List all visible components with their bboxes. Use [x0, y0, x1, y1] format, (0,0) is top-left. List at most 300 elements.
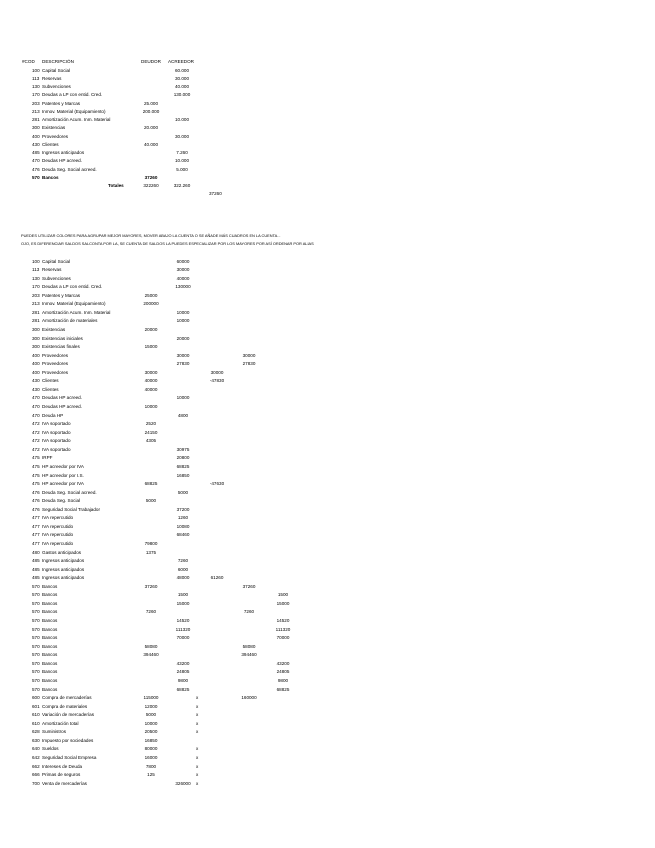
- cell-acr: 60000: [176, 258, 190, 264]
- cell-deb: 12000: [144, 703, 158, 709]
- cell-code: 475: [32, 481, 40, 487]
- cell-code: 213: [32, 108, 40, 114]
- cell-desc: Existencias: [42, 125, 66, 131]
- cell-e2: 37260: [242, 583, 256, 589]
- table-row: [0, 720, 655, 729]
- cell-acr: 10000: [176, 309, 190, 315]
- table-row: [0, 275, 655, 284]
- cell-code: 300: [32, 335, 40, 341]
- cell-code: 470: [32, 404, 40, 410]
- cell-code: 470: [32, 395, 40, 401]
- cell-code: 170: [32, 284, 40, 290]
- cell-desc: Bancos: [42, 635, 58, 641]
- cell-acr: 5.000: [176, 166, 188, 172]
- table-row: [0, 677, 655, 686]
- cell-code: 476: [32, 498, 40, 504]
- cell-desc: Proveedores: [42, 369, 69, 375]
- table-row: [0, 780, 655, 789]
- cell-acr: 60.000: [174, 67, 190, 73]
- table-row: [0, 335, 655, 344]
- table-row: [0, 394, 655, 403]
- table-row: [0, 412, 655, 421]
- cell-x: x: [196, 720, 199, 726]
- cell-code: 300: [32, 344, 40, 350]
- table-row: [0, 634, 655, 643]
- cell-deb: 115000: [143, 695, 159, 701]
- cell-code: 400: [32, 352, 40, 358]
- table-row: [0, 446, 655, 455]
- cell-desc: Bancos: [42, 626, 58, 632]
- cell-desc: Gastos anticipados: [42, 549, 82, 555]
- cell-desc: Bancos: [42, 592, 58, 598]
- cell-code: 300: [32, 125, 40, 131]
- cell-desc: Capital Social: [42, 67, 71, 73]
- table-row: [0, 728, 655, 737]
- cell-code: 203: [32, 100, 40, 106]
- table-row: [0, 651, 655, 660]
- table-row: [0, 454, 655, 463]
- cell-code: 610: [32, 720, 40, 726]
- cell-acr: 16850: [176, 472, 190, 478]
- table-row: [0, 617, 655, 626]
- header-code: #COD: [22, 59, 35, 64]
- cell-code: 300: [32, 326, 40, 332]
- cell-e2: 160000: [241, 695, 257, 701]
- cell-acr: 9800: [177, 677, 189, 683]
- cell-e3: 70000: [276, 635, 290, 641]
- cell-acr: 10.000: [174, 158, 190, 164]
- cell-acr: 1260: [177, 515, 189, 521]
- cell-code: 570: [32, 652, 40, 658]
- cell-desc: HP acreedor por IVA: [42, 463, 84, 469]
- cell-desc: IVA soportado: [42, 446, 71, 452]
- cell-desc: Capital Social: [42, 258, 71, 264]
- totals-label: Totales: [108, 183, 124, 188]
- table-row: [0, 557, 655, 566]
- table-row: [0, 292, 655, 301]
- cell-deb: 25000: [144, 292, 158, 298]
- cell-desc: Deudas a LP con entid. Cred.: [42, 92, 103, 98]
- cell-desc: IVA repercutido: [42, 532, 74, 538]
- cell-acr: 10000: [176, 395, 190, 401]
- table-row: [0, 497, 655, 506]
- cell-code: 100: [32, 258, 40, 264]
- cell-x: x: [196, 695, 199, 701]
- cell-acr: 1500: [177, 592, 189, 598]
- cell-acr: 20800: [176, 455, 190, 461]
- cell-acr: 20000: [176, 335, 190, 341]
- table-row: [0, 326, 655, 335]
- cell-desc: HP acreedor por I.S.: [42, 472, 84, 478]
- cell-deb: 58080: [144, 643, 158, 649]
- cell-desc: Amortización Acum. Inm. Material: [42, 309, 111, 315]
- table-row: [0, 75, 655, 83]
- cell-desc: Proveedores: [42, 361, 69, 367]
- table-row: [0, 703, 655, 712]
- cell-deb: 125: [147, 772, 155, 778]
- cell-desc: Ingresos anticipados: [42, 566, 85, 572]
- cell-desc: Proveedores: [42, 352, 69, 358]
- table-row: [0, 91, 655, 99]
- cell-acr: 40000: [176, 275, 190, 281]
- cell-code: 475: [32, 472, 40, 478]
- cell-code: 570: [32, 660, 40, 666]
- cell-code: 430: [32, 378, 40, 384]
- cell-desc: Deudas HP acreed.: [42, 158, 83, 164]
- table-row: [0, 745, 655, 754]
- cell-desc: IVA repercutido: [42, 523, 74, 529]
- cell-deb: 24150: [144, 429, 158, 435]
- cell-deb: 4305: [145, 438, 157, 444]
- cell-deb: 80000: [144, 746, 158, 752]
- cell-acr: 326000: [175, 780, 191, 786]
- cell-desc: Deudas a LP con entid. Cred.: [42, 284, 103, 290]
- cell-desc: Amortización Acum. Inm. Material: [42, 117, 111, 122]
- cell-desc: IVA repercutido: [42, 515, 74, 521]
- cell-code: 472: [32, 429, 40, 435]
- cell-code: 642: [32, 754, 40, 760]
- cell-desc: Existencias iniciales: [42, 335, 83, 341]
- cell-acr: 43200: [176, 660, 190, 666]
- cell-code: 430: [32, 141, 40, 147]
- cell-desc: Patentes y Marcas: [42, 100, 81, 106]
- cell-code: 570: [32, 583, 40, 589]
- cell-code: 570: [32, 592, 40, 598]
- cell-acr: 48000: [176, 575, 190, 581]
- table-row: [0, 141, 655, 149]
- table-row: [0, 711, 655, 720]
- table-row: [0, 258, 655, 267]
- table-row: [0, 763, 655, 772]
- cell-code: 430: [32, 386, 40, 392]
- cell-code: 476: [32, 489, 40, 495]
- cell-e1: -47830: [209, 378, 225, 384]
- cell-code: 570: [32, 677, 40, 683]
- table-row: [0, 309, 655, 318]
- cell-code: 666: [32, 772, 40, 778]
- cell-desc: Bancos: [42, 643, 58, 649]
- cell-code: 476: [32, 506, 40, 512]
- table-row: [0, 369, 655, 378]
- cell-acr: 68825: [176, 463, 190, 469]
- table-row: [0, 668, 655, 677]
- cell-deb: 40.000: [143, 141, 159, 147]
- cell-acr: 7.260: [176, 150, 188, 155]
- cell-deb: 37260: [144, 174, 158, 180]
- cell-deb: 200000: [143, 301, 159, 307]
- cell-acr: 68460: [176, 532, 190, 538]
- cell-e3: 14520: [276, 618, 290, 624]
- table-row: [0, 626, 655, 635]
- cell-acr: 37200: [176, 506, 190, 512]
- cell-acr: 24805: [176, 669, 190, 675]
- cell-deb: 40000: [144, 378, 158, 384]
- table-row: [0, 266, 655, 275]
- cell-x: x: [196, 780, 199, 786]
- cell-desc: IVA repercutido: [42, 540, 74, 546]
- cell-acr: 30.000: [174, 133, 190, 139]
- table-row: [0, 754, 655, 763]
- cell-code: 113: [32, 267, 40, 273]
- table-row: [0, 429, 655, 438]
- table-row: [0, 403, 655, 412]
- cell-desc: Seguridad Social Empresa: [42, 754, 97, 760]
- cell-e3: 1500: [277, 592, 289, 598]
- table-row: [0, 643, 655, 652]
- cell-code: 470: [32, 158, 40, 164]
- cell-desc: Clientes: [42, 141, 59, 147]
- cell-deb: 16000: [144, 754, 158, 760]
- cell-code: 610: [32, 712, 40, 718]
- cell-desc: Deuda Seg. Social acreed.: [42, 489, 97, 495]
- cell-code: 600: [32, 695, 40, 701]
- table-row: [0, 591, 655, 600]
- cell-desc: Impuesto por sociedades: [42, 737, 94, 743]
- cell-acr: 40.000: [174, 84, 190, 89]
- table-row: [0, 608, 655, 617]
- table-row: [0, 174, 655, 182]
- table-row: [0, 737, 655, 746]
- cell-code: 570: [32, 643, 40, 649]
- cell-acr: 30.000: [174, 75, 190, 81]
- header-deudor: DEUDOR: [141, 59, 161, 64]
- table-row: [0, 283, 655, 292]
- cell-code: 570: [32, 174, 40, 180]
- table-row: [0, 660, 655, 669]
- cell-deb: 16850: [144, 737, 158, 743]
- cell-deb: 10000: [144, 404, 158, 410]
- cell-desc: Bancos: [42, 583, 58, 589]
- table-row: [0, 108, 655, 116]
- cell-desc: Inmov. Material (Equipamiento): [42, 108, 106, 114]
- table-row: [0, 574, 655, 583]
- cell-x: x: [196, 754, 199, 760]
- cell-code: 477: [32, 515, 40, 521]
- cell-code: 630: [32, 737, 40, 743]
- cell-desc: Bancos: [42, 600, 58, 606]
- cell-e2: 394460: [241, 652, 257, 658]
- cell-desc: IVA soportado: [42, 438, 71, 444]
- cell-desc: Deuda HP: [42, 412, 64, 418]
- cell-desc: Existencias finales: [42, 344, 80, 350]
- cell-code: 476: [32, 166, 40, 172]
- cell-e2: 7260: [243, 609, 255, 615]
- cell-acr: 4800: [177, 412, 189, 418]
- cell-code: 113: [32, 75, 40, 81]
- table-row: [0, 771, 655, 780]
- cell-code: 213: [32, 301, 40, 307]
- table-row: [0, 549, 655, 558]
- cell-code: 170: [32, 92, 40, 98]
- cell-code: 700: [32, 780, 40, 786]
- cell-desc: Compra de mercaderías: [42, 695, 92, 701]
- table-row: [0, 157, 655, 165]
- cell-desc: IVA soportado: [42, 429, 71, 435]
- cell-acr: 68825: [176, 686, 190, 692]
- cell-e3: 15000: [276, 600, 290, 606]
- cell-desc: IRPF: [42, 455, 53, 461]
- table-row: [0, 540, 655, 549]
- cell-desc: HP acreedor por IVA: [42, 481, 84, 487]
- cell-desc: Inmov. Material (Equipamiento): [42, 301, 106, 307]
- cell-desc: Ingresos anticipados: [42, 150, 85, 155]
- cell-acr: 30000: [176, 267, 190, 273]
- cell-deb: 5000: [145, 712, 157, 718]
- cell-desc: Intereses de Deuda: [42, 763, 83, 769]
- cell-x: x: [196, 772, 199, 778]
- cell-acr: 130.000: [173, 92, 191, 98]
- cell-code: 628: [32, 729, 40, 735]
- cell-desc: Bancos: [42, 677, 58, 683]
- cell-desc: Bancos: [42, 669, 58, 675]
- cell-desc: Suministros: [42, 729, 66, 735]
- table-row: [0, 686, 655, 695]
- cell-desc: Bancos: [42, 618, 58, 624]
- cell-acr: 111320: [175, 626, 191, 632]
- cell-deb: 20000: [144, 326, 158, 332]
- table-row: [0, 472, 655, 481]
- cell-desc: Seguridad Social Trabajador: [42, 506, 100, 512]
- cell-e2: 30000: [242, 352, 256, 358]
- table-row: [0, 514, 655, 523]
- cell-deb: 1375: [145, 549, 157, 555]
- cell-desc: Amortización de materiales: [42, 318, 98, 324]
- cell-x: x: [196, 712, 199, 718]
- cell-code: 130: [32, 275, 40, 281]
- table-row: [0, 386, 655, 395]
- cell-x: x: [196, 763, 199, 769]
- cell-acr: 27830: [176, 361, 190, 367]
- cell-code: 281: [32, 309, 40, 315]
- cell-code: 475: [32, 463, 40, 469]
- table-row: [0, 480, 655, 489]
- table-row: [0, 489, 655, 498]
- cell-desc: Deuda Seg. Social: [42, 498, 81, 504]
- cell-acr: 30000: [176, 352, 190, 358]
- cell-deb: 20.000: [143, 125, 159, 131]
- table-row: [0, 600, 655, 609]
- cell-code: 640: [32, 746, 40, 752]
- cell-desc: Venta de mercaderías: [42, 780, 87, 786]
- cell-deb: 5000: [145, 498, 157, 504]
- cell-desc: Bancos: [42, 609, 58, 615]
- table-row: [0, 343, 655, 352]
- cell-acr: 15000: [176, 600, 190, 606]
- table-row: [0, 694, 655, 703]
- cell-e3: 24805: [276, 669, 290, 675]
- cell-code: 475: [32, 455, 40, 461]
- cell-deb: 7800: [145, 763, 157, 769]
- cell-desc: Subvenciones: [42, 84, 71, 89]
- cell-desc: Bancos: [42, 174, 59, 180]
- cell-desc: Existencias: [42, 326, 66, 332]
- cell-desc: Bancos: [42, 660, 58, 666]
- cell-e1: 30000: [210, 369, 224, 375]
- cell-code: 601: [32, 703, 40, 709]
- cell-code: 485: [32, 150, 40, 155]
- cell-code: 570: [32, 609, 40, 615]
- cell-desc: Ingresos anticipados: [42, 575, 85, 581]
- cell-x: x: [196, 746, 199, 752]
- table-row: [0, 300, 655, 309]
- cell-deb: 40000: [144, 386, 158, 392]
- total-deudor: 322260: [143, 183, 159, 188]
- cell-desc: Deudas HP acreed.: [42, 404, 83, 410]
- cell-e2: 58080: [242, 643, 256, 649]
- cell-deb: 394460: [143, 652, 159, 658]
- cell-e2: 27830: [242, 361, 256, 367]
- table-row: [0, 352, 655, 361]
- table-row: [0, 531, 655, 540]
- cell-code: 472: [32, 438, 40, 444]
- cell-deb: 37260: [144, 583, 158, 589]
- cell-e3: 43200: [276, 660, 290, 666]
- cell-deb: 7260: [145, 609, 157, 615]
- cell-acr: 14520: [176, 618, 190, 624]
- cell-deb: 20500: [144, 729, 158, 735]
- cell-desc: Patentes y Marcas: [42, 292, 81, 298]
- cell-e1: -47630: [209, 481, 225, 487]
- table-row: [0, 67, 655, 75]
- cell-code: 480: [32, 549, 40, 555]
- cell-code: 100: [32, 67, 40, 73]
- cell-desc: IVA soportado: [42, 421, 71, 427]
- cell-desc: Bancos: [42, 686, 58, 692]
- cell-acr: 30975: [176, 446, 190, 452]
- table-row: [0, 420, 655, 429]
- cell-acr: 10.000: [174, 117, 190, 122]
- cell-code: 281: [32, 318, 40, 324]
- cell-acr: 70000: [176, 635, 190, 641]
- table-row: [0, 100, 655, 108]
- cell-acr: 130000: [175, 284, 191, 290]
- cell-desc: Subvenciones: [42, 275, 71, 281]
- cell-acr: 7260: [177, 558, 189, 564]
- cell-desc: Amortización total: [42, 720, 79, 726]
- cell-desc: Clientes: [42, 386, 59, 392]
- cell-e3: 68825: [276, 686, 290, 692]
- table-row: [0, 149, 655, 157]
- table-row: [0, 377, 655, 386]
- cell-code: 400: [32, 133, 40, 139]
- table-row: [0, 124, 655, 132]
- cell-acr: 5000: [177, 489, 189, 495]
- cell-code: 477: [32, 523, 40, 529]
- cell-deb: 79800: [144, 540, 158, 546]
- cell-deb: 30000: [144, 369, 158, 375]
- header-description: DESCRIPCIÓN: [42, 59, 74, 64]
- cell-code: 477: [32, 540, 40, 546]
- table-row: [0, 116, 655, 124]
- cell-desc: Sueldos: [42, 746, 59, 752]
- cell-desc: Ingresos anticipados: [42, 558, 85, 564]
- cell-code: 485: [32, 575, 40, 581]
- cell-code: 485: [32, 558, 40, 564]
- cell-code: 570: [32, 626, 40, 632]
- cell-desc: Deuda Seg. Social acreed.: [42, 166, 97, 172]
- cell-deb: 2520: [145, 421, 157, 427]
- cell-x: x: [196, 703, 199, 709]
- cell-e3: 9800: [277, 677, 289, 683]
- cell-deb: 15000: [144, 344, 158, 350]
- table-row: [0, 437, 655, 446]
- cell-acr: 10000: [176, 318, 190, 324]
- cell-desc: Reservas: [42, 75, 62, 81]
- note-line-2: OJO, ES DIFERENCIAR SALDOS SALCONTA POR LA, SE CUENTA DE SALDOS LA PUEDES ESPECIALIZAR POR LOS MAYORES POR ASÍ ORDENAR POR ALIAS: [21, 241, 314, 246]
- cell-code: 570: [32, 618, 40, 624]
- cell-desc: Compra de materiales: [42, 703, 88, 709]
- cell-code: 570: [32, 600, 40, 606]
